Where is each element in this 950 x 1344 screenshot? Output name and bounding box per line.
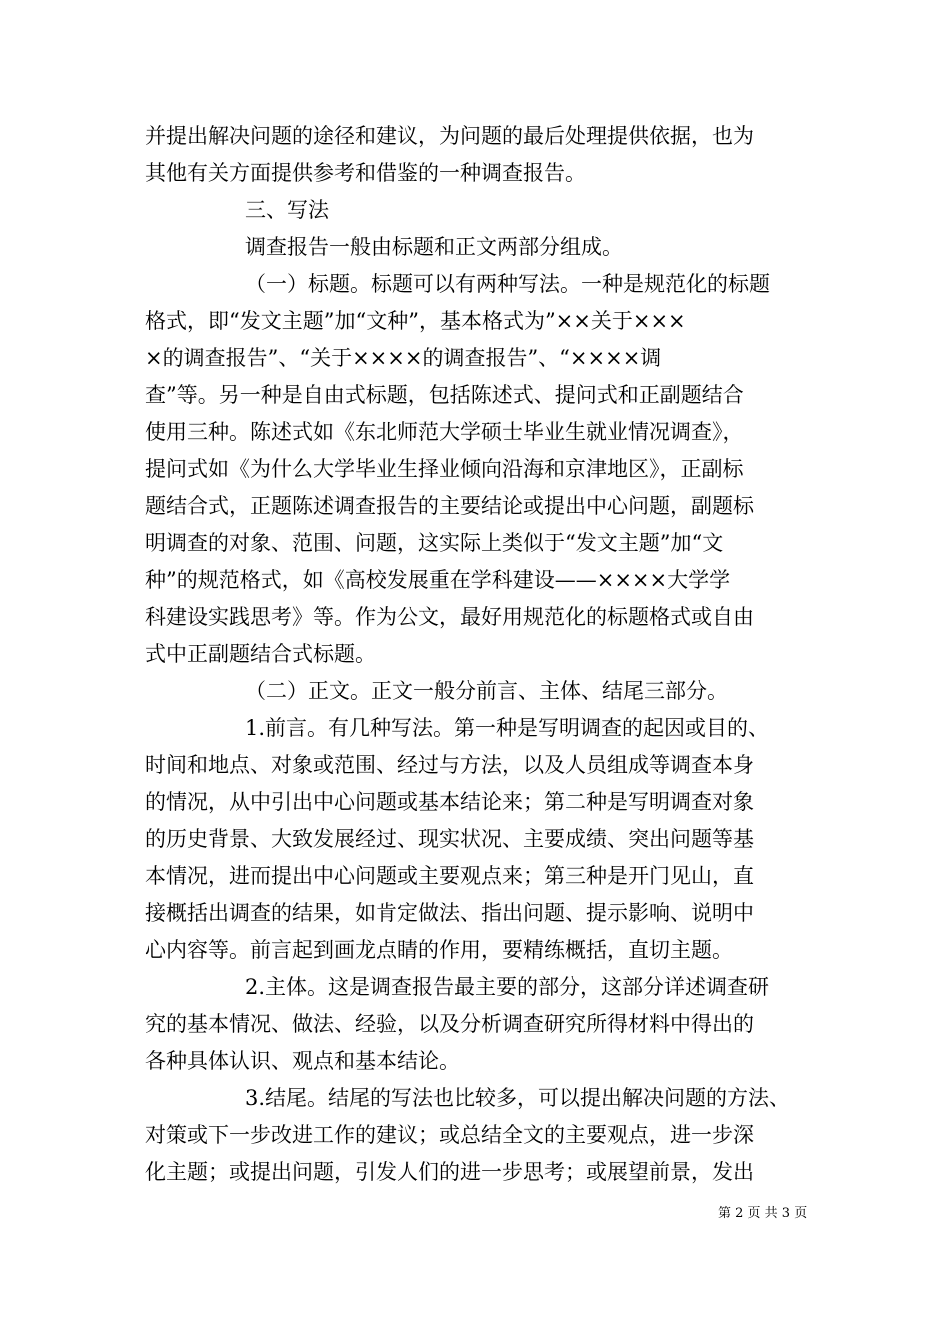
body-text bbox=[145, 118, 825, 1191]
text-line: 科建设实践思考》等。作为公文，最好用规范化的标题格式或自由 bbox=[145, 605, 754, 629]
text-line: 式中正副题结合式标题。 bbox=[145, 642, 376, 666]
text-line: 题结合式，正题陈述调查报告的主要结论或提出中心问题，副题标 bbox=[145, 494, 754, 518]
text-line: 2.主体。这是调查报告最主要的部分，这部分详述调查研 bbox=[245, 975, 770, 999]
text-line: （一）标题。标题可以有两种写法。一种是规范化的标题 bbox=[245, 272, 770, 296]
text-line: 的历史背景、大致发展经过、现实状况、主要成绩、突出问题等基 bbox=[145, 827, 754, 851]
text-line: 查”等。另一种是自由式标题，包括陈述式、提问式和正副题结合 bbox=[145, 383, 744, 407]
text-line: ×的调查报告”、“关于××××的调查报告”、“××××调 bbox=[145, 346, 662, 370]
text-line: （二）正文。正文一般分前言、主体、结尾三部分。 bbox=[245, 679, 728, 703]
page-number: 第 2 页 共 3 页 bbox=[718, 1206, 808, 1221]
text-line: 三、写法 bbox=[245, 198, 329, 222]
text-line: 种”的规范格式，如《高校发展重在学科建设——××××大学学 bbox=[145, 568, 731, 592]
text-line: 3.结尾。结尾的写法也比较多，可以提出解决问题的方法、 bbox=[245, 1086, 791, 1110]
text-line: 明调查的对象、范围、问题，这实际上类似于“发文主题”加“文 bbox=[145, 531, 724, 555]
text-line: 时间和地点、对象或范围、经过与方法，以及人员组成等调查本身 bbox=[145, 753, 754, 777]
text-line: 其他有关方面提供参考和借鉴的一种调查报告。 bbox=[145, 161, 586, 185]
text-line: 调查报告一般由标题和正文两部分组成。 bbox=[245, 235, 623, 259]
text-line: 提问式如《为什么大学毕业生择业倾向沿海和京津地区》，正副标 bbox=[145, 457, 744, 481]
text-line: 格式，即“发文主题”加“文种”，基本格式为”××关于××× bbox=[145, 309, 686, 333]
text-line: 对策或下一步改进工作的建议；或总结全文的主要观点，进一步深 bbox=[145, 1123, 754, 1147]
text-line: 并提出解决问题的途径和建议，为问题的最后处理提供依据，也为 bbox=[145, 124, 754, 148]
text-line: 本情况，进而提出中心问题或主要观点来；第三种是开门见山，直 bbox=[145, 864, 754, 888]
text-line: 使用三种。陈述式如《东北师范大学硕士毕业生就业情况调查》， bbox=[145, 420, 744, 444]
text-line: 各种具体认识、观点和基本结论。 bbox=[145, 1049, 460, 1073]
text-line: 的情况，从中引出中心问题或基本结论来；第二种是写明调查对象 bbox=[145, 790, 754, 814]
text-line: 1.前言。有几种写法。第一种是写明调查的起因或目的、 bbox=[245, 716, 770, 740]
text-line: 心内容等。前言起到画龙点睛的作用，要精练概括，直切主题。 bbox=[145, 938, 733, 962]
text-line: 接概括出调查的结果，如肯定做法、指出问题、提示影响、说明中 bbox=[145, 901, 754, 925]
text-line: 化主题；或提出问题，引发人们的进一步思考；或展望前景，发出 bbox=[145, 1160, 754, 1184]
text-line: 究的基本情况、做法、经验，以及分析调查研究所得材料中得出的 bbox=[145, 1012, 754, 1036]
